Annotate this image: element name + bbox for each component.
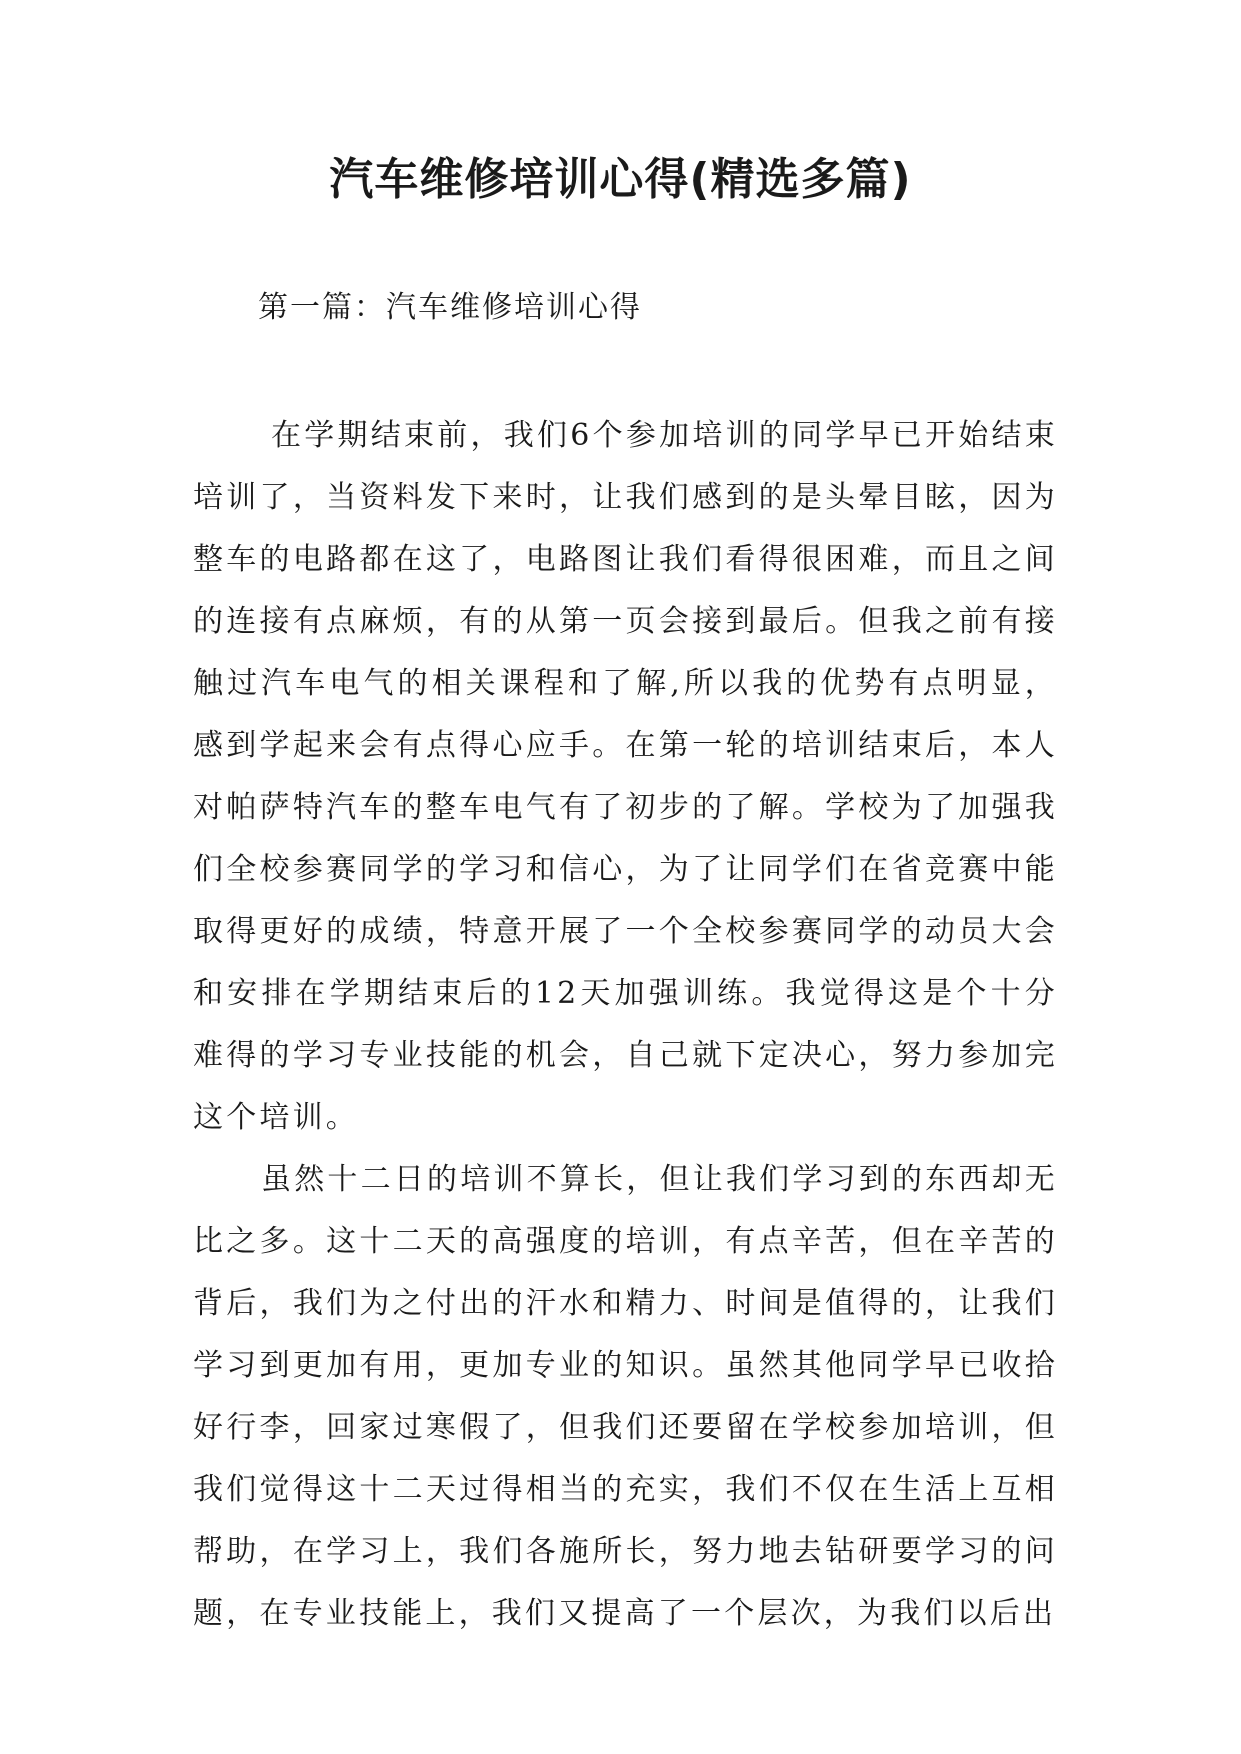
paragraph-text: 虽然十二日的培训不算长，但让我们学习到的东西却无比之多。这十二天的高强度的培训，有点辛苦，但在辛苦的背后，我们为之付出的汗水和精力、时间是值得的，让我们学习到更加有用，更加专业的知识。虽然其他同学早已收拾好行李，回家过寒假了，但我们还要留在学校参加培训，但我们觉得这十二天过得相当的充实，我们不仅在生活上互相帮助，在学习上，我们各施所长，努力地去钻研要学习的问题，在专业技能上，我们又提高了一个层次，为我们以后出 xyxy=(193,1162,1058,1631)
section-heading: 第一篇：汽车维修培训心得 xyxy=(258,290,642,325)
document-body xyxy=(193,405,1058,1645)
paragraph xyxy=(193,405,1058,1149)
paragraph xyxy=(193,1149,1058,1645)
paragraph-text: 在学期结束前，我们6个参加培训的同学早已开始结束培训了，当资料发下来时，让我们感到的是头晕目眩，因为整车的电路都在这了，电路图让我们看得很困难，而且之间的连接有点麻烦，有的从第一页会接到最后。但我之前有接触过汽车电气的相关课程和了解,所以我的优势有点明显，感到学起来会有点得心应手。在第一轮的培训结束后，本人对帕萨特汽车的整车电气有了初步的了解。学校为了加强我们全校参赛同学的学习和信心，为了让同学们在省竞赛中能取得更好的成绩，特意开展了一个全校参赛同学的动员大会和安排在学期结束后的12天加强训练。我觉得这是个十分难得的学习专业技能的机会，自己就下定决心，努力参加完这个培训。 xyxy=(193,418,1058,1135)
document-title: 汽车维修培训心得(精选多篇) xyxy=(329,154,912,205)
